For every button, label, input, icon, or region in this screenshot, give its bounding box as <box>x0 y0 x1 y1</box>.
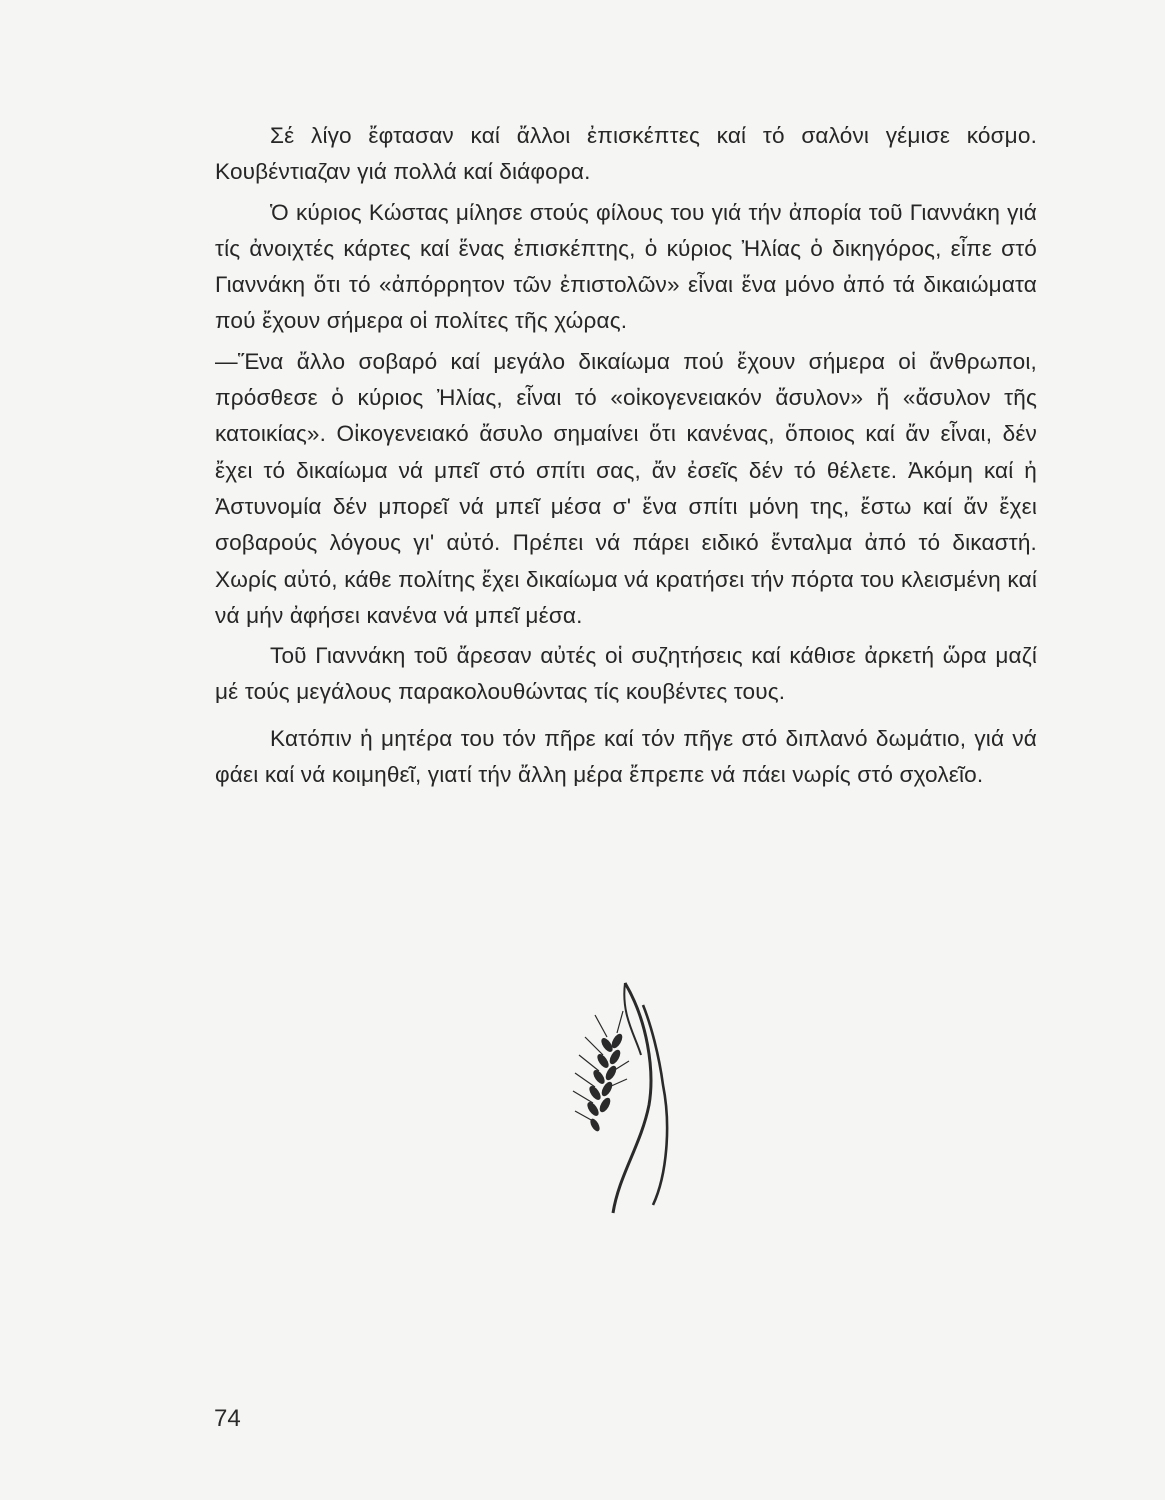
paragraph-4: Τοῦ Γιαννάκη τοῦ ἄρεσαν αὐτές οἱ συζητήσεις καί κάθισε ἀρκετή ὥρα μαζί μέ τούς μεγάλους παρακολουθώντας τίς κουβέντες τους. <box>215 643 1037 705</box>
body-text <box>215 118 1037 793</box>
paragraph-5: Κατόπιν ἡ μητέρα του τόν πῆρε καί τόν πῆγε στό διπλανό δωμάτιο, γιά νά φάει καί νά κοιμηθεῖ, γιατί τήν ἄλλη μέρα ἔπρεπε νά πάει νωρίς στό σχολεῖο. <box>215 725 1037 788</box>
paragraph-2: Ὁ κύριος Κώστας μίλησε στούς φίλους του γιά τήν ἀπορία τοῦ Γιαννάκη γιά τίς ἀνοιχτές κάρτες καί ἕνας ἐπισκέπτης, ὁ κύριος Ἠλίας ὁ δικηγόρος, εἶπε στό Γιαννάκη ὅτι τό «ἀπόρρητον τῶν ἐπιστολῶν» εἶναι ἕνα μόνο ἀπό τά δικαιώματα πού ἔχουν σήμερα οἱ πολίτες τῆς χώρας. <box>215 199 1037 334</box>
paragraph-1: Σέ λίγο ἔφτασαν καί ἄλλοι ἐπισκέπτες καί τό σαλόνι γέμισε κόσμο. Κουβέντιαζαν γιά πολλά καί διάφορα. <box>215 123 1037 185</box>
wheat-ear-icon <box>555 975 695 1215</box>
paragraph-3: —Ἕνα ἄλλο σοβαρό καί μεγάλο δικαίωμα πού ἔχουν σήμερα οἱ ἄνθρωποι, πρόσθεσε ὁ κύριος Ἠλίας, εἶναι τό «οἰκογενειακόν ἄσυλον» ἤ «ἄσυλον τῆς κατοικίας». Οἰκογενειακό ἄσυλο σημαίνει ὅτι κανένας, ὅποιος καί ἄν εἶναι, δέν ἔχει τό δικαίωμα νά μπεῖ στό σπίτι σας, ἄν ἐσεῖς δέν τό θέλετε. Ἀκόμη καί ἡ Ἀστυνομία δέν μπορεῖ νά μπεῖ μέσα σ' ἕνα σπίτι μόνη της, ἔστω καί ἄν ἔχει σοβαρούς λόγους γι' αὐτό. Πρέπει νά πάρει ειδικό ἔνταλμα ἀπό τό δικαστή. Χωρίς αὐτό, κάθε πολίτης ἔχει δικαίωμα νά κρατήσει τήν πόρτα του κλεισμένη καί νά μήν ἀφήσει κανένα νά μπεῖ μέσα. <box>215 348 1037 628</box>
page-number: 74 <box>214 1405 241 1432</box>
